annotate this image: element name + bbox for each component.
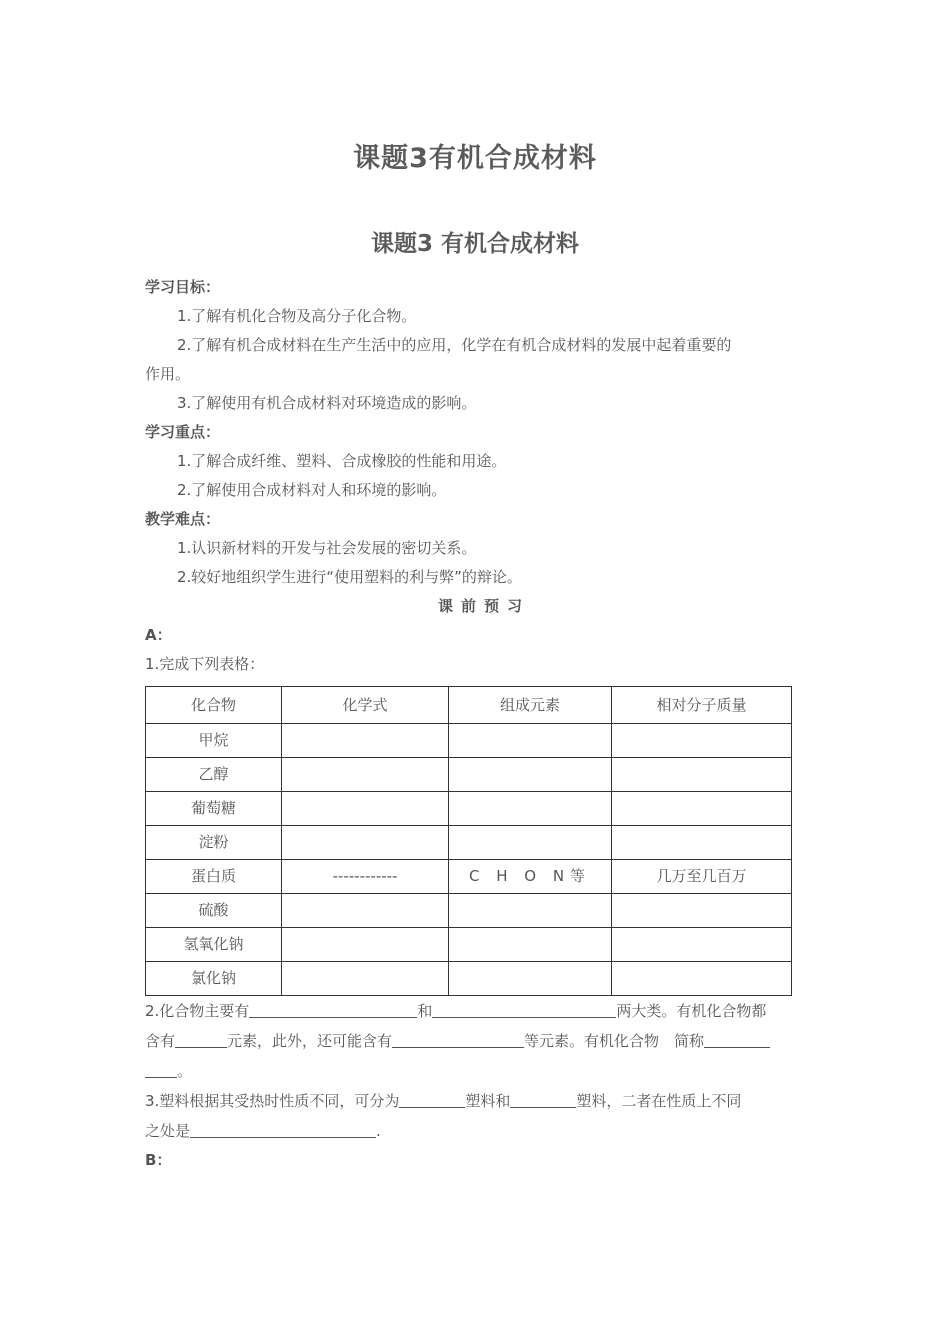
q2-text: 等元素。有机化合物 简称 <box>524 1032 705 1050</box>
compound-table <box>145 686 792 996</box>
fill-blank[interactable] <box>392 1029 524 1048</box>
fill-blank[interactable] <box>399 1089 465 1108</box>
table-row <box>146 826 792 860</box>
difficulties-heading: 教学难点： <box>145 510 221 528</box>
table-cell <box>449 826 612 860</box>
table-cell <box>612 758 792 792</box>
objective-item-2-cont: 作用。 <box>145 365 191 383</box>
table-cell: ------------ <box>282 860 449 894</box>
table-row <box>146 894 792 928</box>
objectives-heading: 学习目标： <box>145 278 221 296</box>
table-cell: C H O N等 <box>449 860 612 894</box>
key-point-item-1: 1.了解合成纤维、塑料、合成橡胶的性能和用途。 <box>177 452 507 470</box>
q3-text: 3.塑料根据其受热时性质不同，可分为 <box>145 1092 400 1110</box>
table-cell <box>282 792 449 826</box>
table-cell: 甲烷 <box>146 724 282 758</box>
table-cell <box>282 826 449 860</box>
fill-blank[interactable] <box>704 1029 770 1048</box>
header-elements: 组成元素 <box>449 687 612 724</box>
table-cell <box>612 928 792 962</box>
objective-item-3: 3.了解使用有机合成材料对环境造成的影响。 <box>177 394 477 412</box>
table-cell <box>282 928 449 962</box>
table-cell: 淀粉 <box>146 826 282 860</box>
q2-text: 元素，此外，还可能含有 <box>227 1032 393 1050</box>
objective-item-2: 2.了解有机合成材料在生产生活中的应用，化学在有机合成材料的发展中起着重要的 <box>177 336 732 354</box>
fill-blank[interactable] <box>249 999 417 1018</box>
table-cell: 氯化钠 <box>146 962 282 996</box>
q3-text: 塑料和 <box>465 1092 511 1110</box>
header-molecular-mass: 相对分子质量 <box>612 687 792 724</box>
table-cell <box>612 724 792 758</box>
table-cell <box>612 792 792 826</box>
section-b-label: B： <box>145 1151 172 1169</box>
table-cell <box>282 724 449 758</box>
question-2 <box>145 996 815 1086</box>
objective-item-1: 1.了解有机化合物及高分子化合物。 <box>177 307 417 325</box>
q3-text: . <box>376 1122 381 1140</box>
table-cell <box>612 894 792 928</box>
table-row <box>146 758 792 792</box>
preview-heading: 课前预习 <box>437 597 530 615</box>
q2-text: 2.化合物主要有 <box>145 1002 250 1020</box>
fill-blank[interactable] <box>510 1089 576 1108</box>
table-cell: 几万至几百万 <box>612 860 792 894</box>
table-row <box>146 860 792 894</box>
fill-blank[interactable] <box>145 1059 177 1078</box>
table-cell: 氢氧化钠 <box>146 928 282 962</box>
table-cell: 硫酸 <box>146 894 282 928</box>
q3-text: 塑料，二者在性质上不同 <box>576 1092 742 1110</box>
table-row <box>146 928 792 962</box>
table-cell <box>449 724 612 758</box>
header-formula: 化学式 <box>282 687 449 724</box>
q3-text: 之处是 <box>145 1122 191 1140</box>
q2-text: 两大类。有机化合物都 <box>616 1002 767 1020</box>
difficulty-item-1: 1.认识新材料的开发与社会发展的密切关系。 <box>177 539 477 557</box>
table-row <box>146 962 792 996</box>
table-cell <box>282 894 449 928</box>
q2-text: 含有 <box>145 1032 176 1050</box>
fill-blank[interactable] <box>432 999 616 1018</box>
table-row <box>146 792 792 826</box>
table-cell <box>282 758 449 792</box>
q2-text: 和 <box>417 1002 433 1020</box>
table-cell <box>449 928 612 962</box>
lesson-title: 课题3 有机合成材料 <box>370 231 579 257</box>
table-cell <box>282 962 449 996</box>
q2-text: 。 <box>177 1062 193 1080</box>
table-cell <box>449 758 612 792</box>
key-point-item-2: 2.了解使用合成材料对人和环境的影响。 <box>177 481 447 499</box>
question-1: 1.完成下列表格： <box>145 655 265 673</box>
table-cell: 乙醇 <box>146 758 282 792</box>
difficulty-item-2: 2.较好地组织学生进行“使用塑料的利与弊”的辩论。 <box>177 568 522 586</box>
table-cell: 葡萄糖 <box>146 792 282 826</box>
document-body <box>145 273 815 1175</box>
table-header-row <box>146 687 792 724</box>
table-cell <box>449 962 612 996</box>
table-cell: 蛋白质 <box>146 860 282 894</box>
question-3 <box>145 1086 815 1146</box>
key-points-heading: 学习重点： <box>145 423 221 441</box>
table-cell <box>612 962 792 996</box>
document-title: 课题3有机合成材料 <box>353 143 597 174</box>
fill-blank[interactable] <box>190 1119 376 1138</box>
section-a-label: A： <box>145 626 172 644</box>
table-cell <box>449 792 612 826</box>
table-cell <box>449 894 612 928</box>
table-row <box>146 724 792 758</box>
header-compound: 化合物 <box>146 687 282 724</box>
fill-blank[interactable] <box>175 1029 227 1048</box>
table-cell <box>612 826 792 860</box>
